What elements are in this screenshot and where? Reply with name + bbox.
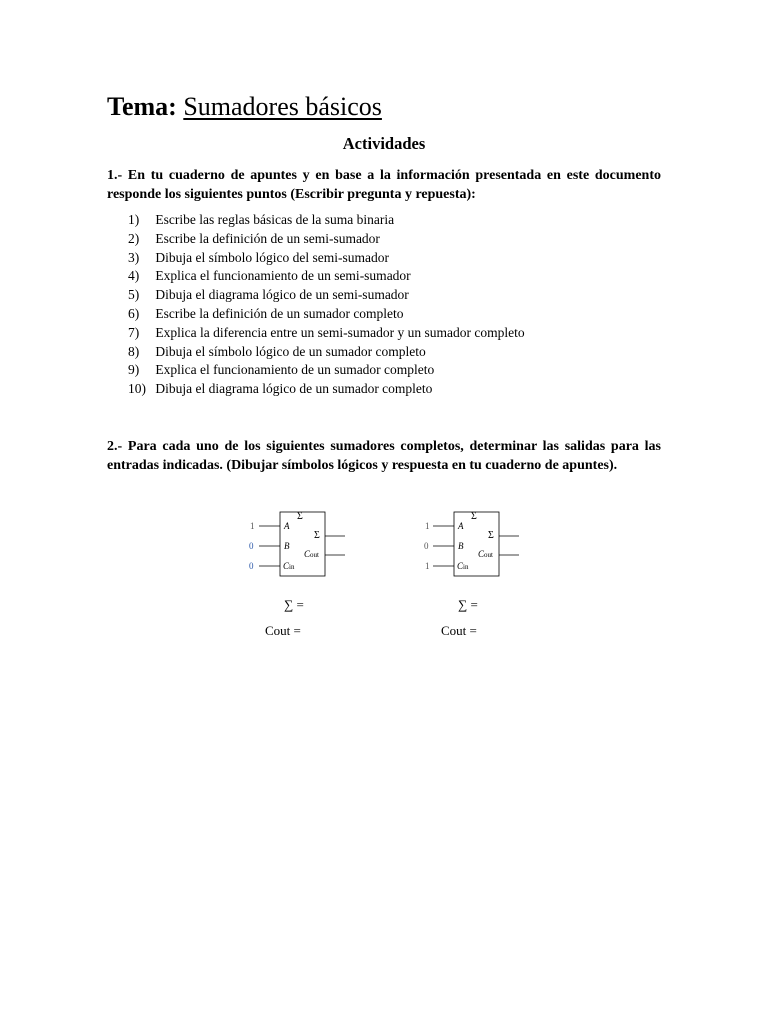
list-item: 10) Dibuja el diagrama lógico de un sumador completo: [128, 381, 433, 397]
list-item: 3) Dibuja el símbolo lógico del semi-sumador: [128, 249, 389, 265]
pin-a-label: A: [284, 521, 290, 531]
cout-result-1: Cout =: [265, 623, 301, 638]
output-sum-label: Σ: [488, 530, 494, 541]
input-a-value: 1: [425, 521, 430, 531]
input-a-value: 1: [250, 521, 255, 531]
input-cin-value: 0: [249, 561, 254, 571]
pin-cin-label: Cin: [457, 561, 469, 571]
list-item: 7) Explica la diferencia entre un semi-sumador y un sumador completo: [128, 324, 525, 340]
list-item: 5) Dibuja el diagrama lógico de un semi-sumador: [128, 287, 409, 303]
pin-b-label: B: [458, 541, 464, 551]
section-heading: Actividades: [342, 134, 426, 153]
list-item: 9) Explica el funcionamiento de un sumador completo: [128, 362, 435, 378]
cout-result-2: Cout =: [441, 623, 477, 638]
output-cout-label: Cout: [304, 549, 319, 559]
full-adder-symbol-1: [246, 508, 346, 580]
sum-result-1: ∑ =: [284, 597, 304, 612]
pin-cin-label: Cin: [283, 561, 295, 571]
sum-result-2: ∑ =: [458, 597, 478, 612]
pin-b-label: B: [284, 541, 290, 551]
sigma-symbol: Σ: [297, 511, 303, 522]
activity-1-instructions: 1.- En tu cuaderno de apuntes y en base a la información presentada en este documento responde los siguientes puntos (Escribir pregunta y repuesta):: [107, 168, 661, 202]
title-topic: Sumadores básicos: [183, 92, 382, 121]
page-title: [107, 90, 382, 124]
list-item: 6) Escribe la definición de un sumador completo: [128, 305, 404, 321]
activity-2-instructions: 2.- Para cada uno de los siguientes sumadores completos, determinar las salidas para las entradas indicadas. (Dibujar símbolos lógicos y respuesta en tu cuaderno de apuntes).: [107, 439, 661, 473]
full-adder-symbol-2: [420, 508, 520, 580]
list-item: 2) Escribe la definición de un semi-sumador: [128, 230, 380, 246]
full-adder-2-lines: [420, 508, 520, 580]
sigma-symbol: Σ: [471, 511, 477, 522]
full-adder-1-lines: [246, 508, 346, 580]
pin-a-label: A: [458, 521, 464, 531]
list-item: 4) Explica el funcionamiento de un semi-sumador: [128, 268, 411, 284]
output-sum-label: Σ: [314, 530, 320, 541]
input-b-value: 0: [424, 541, 429, 551]
output-cout-label: Cout: [478, 549, 493, 559]
question-list: [128, 211, 525, 399]
list-item: 1) Escribe las reglas básicas de la suma binaria: [128, 212, 395, 227]
title-label: Tema:: [107, 92, 177, 121]
list-item: 8) Dibuja el símbolo lógico de un sumador completo: [128, 343, 426, 359]
input-cin-value: 1: [425, 561, 430, 571]
input-b-value: 0: [249, 541, 254, 551]
